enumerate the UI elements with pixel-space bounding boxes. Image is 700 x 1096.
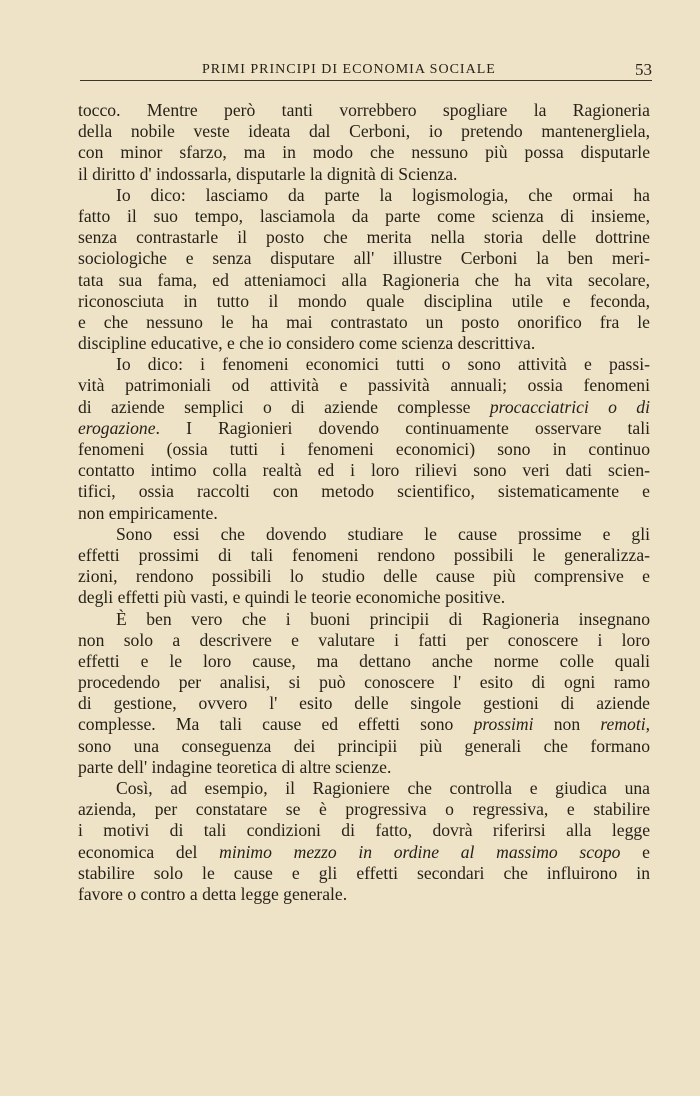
text-line (78, 375, 650, 396)
text-line (78, 460, 650, 481)
text-line (78, 714, 650, 735)
text-line (78, 354, 650, 375)
body-text (78, 100, 650, 905)
text-line (78, 884, 650, 905)
text-line (78, 693, 650, 714)
text-line (78, 524, 650, 545)
text-segment: zioni, rendono possibili lo studio delle cause più comprensive e (78, 566, 650, 587)
text-segment: Sono essi che dovendo studiare le cause prossime e gli (116, 523, 650, 544)
text-line (78, 333, 650, 354)
text-line (78, 206, 650, 227)
italic-text-segment: erogazione (78, 417, 156, 438)
text-segment: Io dico: lasciamo da parte la logismologia, che ormai ha (116, 184, 650, 205)
text-line (78, 545, 650, 566)
running-head (78, 60, 656, 84)
text-line (78, 270, 650, 291)
text-segment: di gestione, ovvero l' esito delle singole gestioni di aziende (78, 693, 650, 714)
text-segment: azienda, per constatare se è progressiva o regressiva, e stabilire (78, 799, 650, 820)
text-segment: economica del (78, 841, 220, 862)
text-segment: riconosciuta in tutto il mondo quale disciplina utile e feconda, (78, 290, 650, 311)
text-segment: sociologiche e senza disputare all' illustre Cerboni la ben meri- (78, 248, 650, 269)
text-segment: e (620, 841, 650, 862)
text-segment: tifici, ossia raccolti con metodo scientifico, sistematicamente e (78, 481, 650, 502)
text-segment: non (533, 714, 601, 735)
text-line (78, 185, 650, 206)
text-segment: fenomeni (ossia tutti i fenomeni economici) sono in continuo (78, 439, 650, 459)
text-line (78, 164, 650, 185)
text-line (78, 503, 650, 524)
header-rule (80, 80, 652, 81)
text-segment: senza contrastarle il posto che merita nella storia delle dottrine (78, 227, 650, 248)
text-segment: i motivi di tali condizioni di fatto, dovrà riferirsi alla legge (78, 820, 650, 841)
text-line (78, 630, 650, 651)
italic-text-segment: procacciatrici o di (489, 396, 650, 417)
text-line (78, 651, 650, 672)
text-line (78, 142, 650, 163)
text-segment: il diritto d' indossarla, disputarle la dignità di Scienza. (78, 163, 458, 184)
text-segment: di aziende semplici o di aziende complesse (78, 396, 490, 417)
text-segment: complesse. Ma tali cause ed effetti sono (78, 714, 474, 735)
page-number: 53 (635, 60, 652, 79)
text-segment: procedendo per analisi, si può conoscere l' esito di ogni ramo (78, 672, 650, 693)
text-segment: Così, ad esempio, il Ragioniere che controlla e giudica una (116, 778, 650, 798)
text-line (78, 736, 650, 757)
text-segment: vità patrimoniali od attività e passività annuali; ossia fenomeni (78, 375, 650, 396)
text-segment: . I Ragionieri dovendo continuamente osservare tali (155, 417, 650, 438)
text-line (78, 799, 650, 820)
text-segment: fatto il suo tempo, lasciamola da parte come scienza di insieme, (78, 205, 650, 226)
text-segment: e che nessuno le ha mai contrastato un posto onorifico fra le (78, 311, 650, 332)
italic-text-segment: prossimi (473, 714, 534, 735)
text-line (78, 820, 650, 841)
text-segment: favore o contro a detta legge generale. (78, 883, 348, 904)
running-head-title: PRIMI PRINCIPI DI ECONOMIA SOCIALE (202, 62, 496, 77)
text-segment: È ben vero che i buoni principii di Ragioneria insegnano (116, 608, 650, 629)
text-line (78, 566, 650, 587)
text-line (78, 248, 650, 269)
text-segment: stabilire solo le cause e gli effetti secondari che influirono in (78, 862, 650, 883)
text-segment: discipline educative, e che io considero come scienza descrittiva. (78, 333, 536, 354)
text-segment: effetti e le loro cause, ma dettano anche norme colle quali (78, 650, 650, 671)
text-segment: degli effetti più vasti, e quindi le teorie economiche positive. (78, 587, 506, 608)
text-line (78, 418, 650, 439)
text-line (78, 481, 650, 502)
text-line (78, 397, 650, 418)
text-line (78, 587, 650, 608)
text-line (78, 609, 650, 630)
text-line (78, 672, 650, 693)
text-line (78, 439, 650, 460)
text-segment: sono una conseguenza dei principii più generali che formano (78, 735, 650, 756)
text-line (78, 291, 650, 312)
text-segment: Io dico: i fenomeni economici tutti o sono attività e passi- (116, 354, 650, 375)
text-segment: della nobile veste ideata dal Cerboni, io pretendo mantenergliela, (78, 121, 650, 142)
text-segment: , (645, 714, 650, 735)
text-line (78, 778, 650, 799)
text-segment: contatto intimo colla realtà ed i loro rilievi sono veri dati scien- (78, 460, 650, 481)
text-line (78, 757, 650, 778)
text-line (78, 100, 650, 121)
italic-text-segment: remoti (600, 714, 646, 735)
text-line (78, 842, 650, 863)
text-line (78, 312, 650, 333)
text-line (78, 121, 650, 142)
italic-text-segment: minimo mezzo in ordine al massimo scopo (219, 841, 621, 862)
text-segment: con minor sfarzo, ma in modo che nessuno più possa disputarle (78, 142, 650, 163)
text-segment: parte dell' indagine teoretica di altre scienze. (78, 756, 392, 777)
text-segment: tocco. Mentre però tanti vorrebbero spogliare la Ragioneria (78, 100, 650, 120)
text-segment: effetti prossimi di tali fenomeni rendono possibili le generalizza- (78, 544, 650, 565)
text-line (78, 227, 650, 248)
text-segment: non empiricamente. (78, 502, 218, 523)
text-segment: non solo a descrivere e valutare i fatti per conoscere i loro (78, 629, 650, 650)
text-segment: tata sua fama, ed atteniamoci alla Ragioneria che ha vita secolare, (78, 269, 650, 290)
text-line (78, 863, 650, 884)
